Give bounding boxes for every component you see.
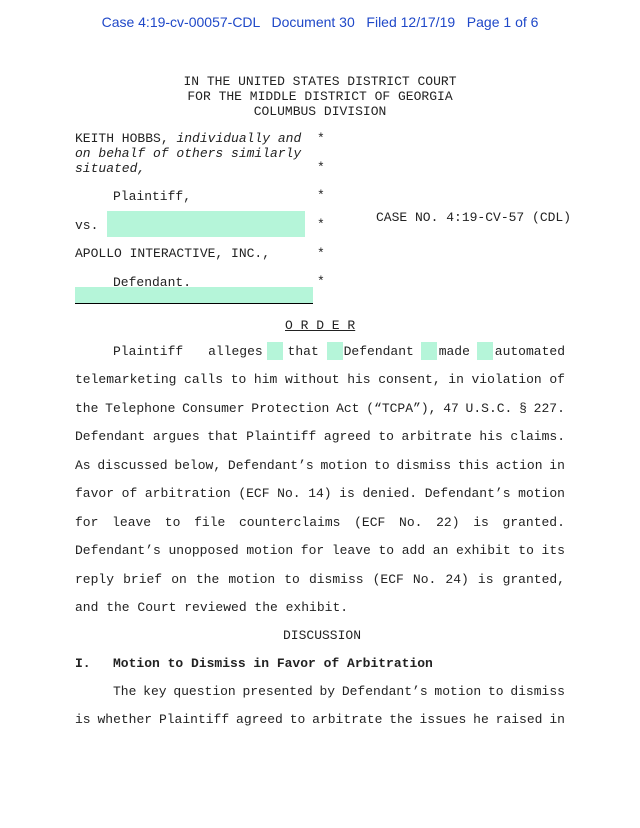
para2-word: by bbox=[319, 684, 336, 699]
para1-word: his bbox=[347, 372, 371, 387]
para1-line bbox=[75, 486, 565, 501]
para1-word: 22) bbox=[436, 514, 460, 530]
para1-word: file bbox=[194, 514, 226, 530]
para1-word: consent, bbox=[378, 372, 441, 387]
para1-word: 47 bbox=[443, 400, 459, 416]
para1-word: Plaintiff bbox=[246, 429, 317, 444]
para1-word: dismiss bbox=[308, 571, 364, 587]
plaintiff-role: Plaintiff, bbox=[113, 189, 192, 204]
order-title: O R D E R bbox=[285, 318, 356, 333]
para2-word: motion bbox=[434, 684, 482, 699]
para1-word: (“TCPA”), bbox=[366, 400, 437, 416]
para1-word: to bbox=[164, 514, 181, 530]
para1-word: No. bbox=[399, 514, 423, 530]
caption-star: * bbox=[317, 246, 325, 261]
para2-word: arbitrate bbox=[312, 712, 383, 727]
para1-word: that bbox=[207, 429, 239, 444]
para1-word: (ECF bbox=[372, 571, 404, 587]
para1-word: Defendant bbox=[75, 429, 146, 444]
plaintiff-line3: situated, bbox=[75, 161, 146, 176]
para1-word: arbitration bbox=[144, 486, 231, 501]
para1-word: Consumer bbox=[182, 400, 245, 416]
para1-word: Defendant’s bbox=[227, 457, 314, 473]
para1-word: on bbox=[171, 571, 187, 587]
caption-star: * bbox=[317, 217, 325, 232]
court-division: COLUMBUS DIVISION bbox=[253, 104, 387, 119]
section-number: I. bbox=[75, 656, 91, 671]
para1-word: Defendant’s bbox=[424, 486, 511, 501]
para1-last-line: and the Court reviewed the exhibit. bbox=[75, 600, 349, 615]
para2-line1 bbox=[113, 684, 565, 699]
para1-word: exhibit bbox=[456, 543, 511, 558]
para1-word: is bbox=[477, 571, 494, 587]
court-name: IN THE UNITED STATES DISTRICT COURT bbox=[183, 74, 457, 89]
para1-word: dismiss bbox=[396, 457, 451, 473]
para1-word: calls bbox=[184, 372, 224, 387]
para1-word: 227. bbox=[533, 400, 565, 416]
para1-word: No. bbox=[277, 486, 301, 501]
para1-word: of bbox=[121, 486, 138, 501]
plaintiff-line2: on behalf of others similarly bbox=[75, 146, 302, 161]
para1-word: him bbox=[253, 372, 278, 387]
caption-star: * bbox=[317, 131, 325, 146]
case-number: CASE NO. 4:19-CV-57 (CDL) bbox=[376, 210, 572, 225]
para1-line bbox=[75, 458, 565, 473]
para1-word: action bbox=[495, 457, 543, 473]
para1-word: below, bbox=[174, 457, 222, 473]
para1-word: is bbox=[473, 514, 489, 530]
para1-word: 24) bbox=[445, 571, 469, 587]
para2-word: key bbox=[143, 684, 167, 699]
versus: vs. bbox=[75, 218, 99, 233]
para1-word: reply bbox=[75, 571, 115, 587]
para2-word: The bbox=[113, 684, 137, 699]
para2-word: agreed bbox=[236, 712, 283, 727]
defendant-name: APOLLO INTERACTIVE, INC., bbox=[75, 246, 271, 261]
para1-word: this bbox=[457, 457, 489, 473]
para2-line2 bbox=[75, 712, 565, 727]
para2-word: Defendant’s bbox=[341, 684, 428, 699]
para1-word: to bbox=[374, 457, 390, 473]
para1-word: U.S.C. bbox=[465, 400, 513, 416]
discussion-heading: DISCUSSION bbox=[283, 628, 362, 643]
para1-word: unopposed bbox=[168, 543, 239, 558]
para1-word: discussed bbox=[97, 457, 168, 473]
para1-word: favor bbox=[75, 486, 115, 501]
para2-word: presented bbox=[242, 684, 313, 699]
para1-line bbox=[75, 543, 565, 558]
para1-word: motion bbox=[228, 571, 276, 587]
para2-word: Plaintiff bbox=[158, 712, 230, 727]
plaintiff-line1: KEITH HOBBS, individually and bbox=[75, 131, 302, 146]
para1-word: for bbox=[75, 514, 99, 530]
redaction-highlight bbox=[107, 211, 305, 237]
para1-word: in bbox=[448, 372, 464, 387]
para1-word: telemarketing bbox=[75, 372, 177, 387]
para2-word: the bbox=[389, 712, 413, 727]
court-district: FOR THE MIDDLE DISTRICT OF GEORGIA bbox=[187, 89, 453, 104]
para1-word: motion bbox=[518, 486, 565, 501]
para1-word: the bbox=[75, 400, 99, 416]
para2-word: in bbox=[549, 712, 565, 727]
para2-word: whether bbox=[97, 712, 153, 727]
para1-word: Defendant’s bbox=[75, 543, 161, 558]
para1-word: leave bbox=[331, 543, 371, 558]
para2-word: to bbox=[289, 712, 306, 727]
para1-word: its bbox=[541, 543, 565, 558]
para1-word: the bbox=[195, 571, 220, 587]
para1-word: (ECF bbox=[354, 514, 386, 530]
para1-word: granted, bbox=[502, 571, 565, 587]
para1-word: Telephone bbox=[105, 400, 176, 416]
para1-word: in bbox=[549, 457, 565, 473]
para2-word: to bbox=[487, 684, 504, 699]
para1-word: As bbox=[75, 457, 91, 473]
para1-word: arbitrate bbox=[401, 429, 472, 444]
para1-word: argues bbox=[152, 429, 200, 444]
caption-rule bbox=[75, 303, 313, 304]
para1-word: granted. bbox=[502, 514, 565, 530]
para1-line bbox=[75, 401, 565, 416]
para1-word: brief bbox=[123, 571, 163, 587]
section-title: Motion to Dismiss in Favor of Arbitration bbox=[113, 656, 433, 671]
para1-word: motion bbox=[246, 543, 294, 558]
para2-word: he bbox=[473, 712, 489, 727]
para1-word: 14) bbox=[308, 486, 332, 501]
para1-word: Act bbox=[336, 400, 360, 416]
para2-word: issues bbox=[419, 712, 467, 727]
para1-word: to bbox=[378, 543, 395, 558]
para1-word: (ECF bbox=[238, 486, 270, 501]
defendant-role: Defendant. bbox=[113, 275, 192, 290]
para1-word: to bbox=[230, 372, 247, 387]
para1-word: without bbox=[284, 372, 340, 387]
para1-word: agreed bbox=[323, 429, 371, 444]
para1-word: to bbox=[378, 429, 394, 444]
para1-word: to bbox=[284, 571, 300, 587]
para2-word: question bbox=[173, 684, 236, 699]
caption-star: * bbox=[317, 160, 325, 175]
para1-word: of bbox=[549, 372, 565, 387]
para1-line bbox=[75, 515, 565, 530]
para1-word: Protection bbox=[251, 400, 330, 416]
para1-word: claims. bbox=[510, 429, 565, 444]
para1-word: an bbox=[432, 543, 449, 558]
para2-word: dismiss bbox=[510, 684, 565, 699]
para1-line bbox=[75, 572, 565, 587]
para1-word: motion bbox=[320, 457, 368, 473]
para2-word: is bbox=[75, 712, 91, 727]
para1-line bbox=[75, 372, 565, 387]
caption-star: * bbox=[317, 274, 325, 289]
para1-word: his bbox=[479, 429, 503, 444]
redaction-highlight bbox=[75, 287, 313, 303]
para1-word: add bbox=[401, 543, 426, 558]
caption-star: * bbox=[317, 188, 325, 203]
para1-word: No. bbox=[412, 571, 437, 587]
ecf-header: Case 4:19-cv-00057-CDL Document 30 Filed 12/17/19 Page 1 of 6 bbox=[101, 14, 539, 30]
para1-word: counterclaims bbox=[239, 514, 341, 530]
para1-line bbox=[75, 429, 565, 444]
para2-word: raised bbox=[495, 712, 543, 727]
para1-word: to bbox=[518, 543, 534, 558]
para1-word: violation bbox=[471, 372, 542, 387]
para1-word: § bbox=[519, 400, 527, 416]
para1-word: for bbox=[300, 543, 325, 558]
para1-word: is bbox=[339, 486, 355, 501]
para1-word: leave bbox=[112, 514, 152, 530]
para1-word: denied. bbox=[362, 486, 418, 501]
para1-line0: Plaintiff alleges that Defendant made automated bbox=[113, 344, 565, 359]
